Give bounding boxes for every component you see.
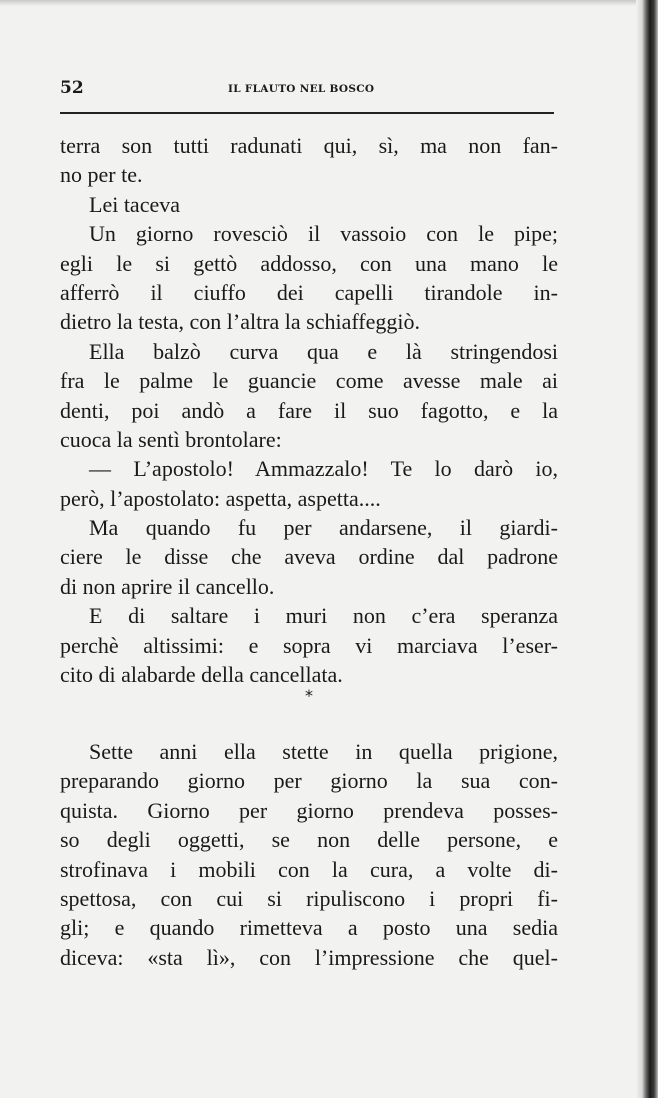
text-line: ciere le disse che aveva ordine dal padrone [60,544,558,570]
text-line: strofinava i mobili con la cura, a volte di- [60,856,558,882]
text-line: fra le palme le guancie come avesse male ai [60,368,558,394]
text-line: diceva: «sta lì», con l’impressione che quel- [60,944,558,970]
text-line: cuoca la sentì brontolare: [60,426,282,452]
text-line: terra son tutti radunati qui, sì, ma non fan- [60,133,558,158]
text-line: Lei taceva [89,191,180,217]
text-line: — L’apostolo! Ammazzalo! Te lo darò io, [89,456,558,482]
text-line: Ma quando fu per andarsene, il giardi- [89,515,558,541]
page-top-edge [0,0,658,6]
text-line: spettosa, con cui si ripuliscono i propri fi- [60,885,558,911]
header-rule [60,112,554,114]
text-line: afferrò il ciuffo dei capelli tirandole in- [60,279,558,305]
book-binding-edge [636,0,658,1098]
page-number: 52 [60,78,84,98]
text-line: perchè altissimi: e sopra vi marciava l’eser- [60,632,558,658]
running-title: IL FLAUTO NEL BOSCO [228,83,375,95]
text-line: E di saltare i muri non c’era speranza [89,603,558,629]
text-line: gli; e quando rimetteva a posto una sedia [60,915,558,941]
text-line: Ella balzò curva qua e là stringendosi [89,338,558,364]
section-separator-asterisk: * [305,686,313,705]
text-line: Un giorno rovesciò il vassoio con le pipe; [89,221,558,247]
text-line: però, l’apostolato: aspetta, aspetta.... [60,485,381,511]
body-text-section-1 [60,131,558,689]
body-text-section-2 [60,737,558,972]
text-line: di non aprire il cancello. [60,573,275,599]
page-header [60,78,555,104]
text-line: cito di alabarde della cancellata. [60,662,343,688]
text-line: Sette anni ella stette in quella prigione, [89,739,558,764]
text-line: so degli oggetti, se non delle persone, e [60,827,558,853]
text-line: egli le si gettò addosso, con una mano le [60,250,558,276]
text-line: denti, poi andò a fare il suo fagotto, e la [60,397,558,423]
text-line: no per te. [60,162,143,188]
text-line: preparando giorno per giorno la sua con- [60,768,558,794]
text-line: quista. Giorno per giorno prendeva posses- [60,797,558,823]
text-line: dietro la testa, con l’altra la schiaffeggiò. [60,309,421,335]
